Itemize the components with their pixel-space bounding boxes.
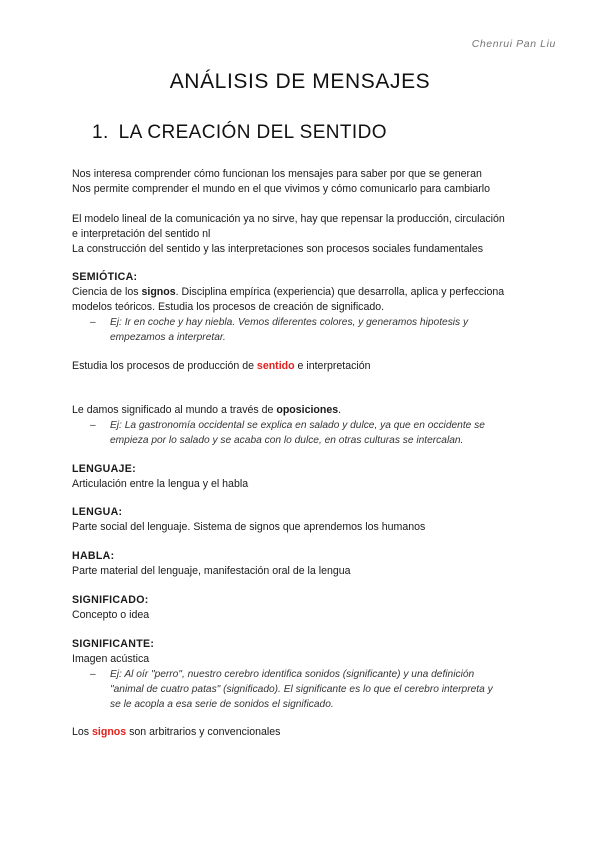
section-title: LA CREACIÓN DEL SENTIDO xyxy=(118,122,387,143)
significante-text: Imagen acústica xyxy=(72,653,150,665)
oposiciones-text: Le damos significado al mundo a través de xyxy=(72,404,277,416)
example-line: empieza por lo salado y se acaba con lo dulce, en otras culturas se intercalan. xyxy=(110,435,464,446)
signos-text: Los xyxy=(72,726,93,738)
semiotica-definition xyxy=(72,285,542,300)
lenguaje-block xyxy=(72,462,542,492)
bullet-dash: – xyxy=(90,317,96,328)
semiotica-text: . Disciplina empírica (experiencia) que desarrolla, aplica y perfecciona xyxy=(175,286,505,298)
semiotica-text: Ciencia de los xyxy=(72,286,142,298)
model-line: La construcción del sentido y las interpretaciones son procesos sociales fundamentales xyxy=(72,243,484,255)
sentido-highlight: sentido xyxy=(256,360,295,372)
example-line: Ej: Ir en coche y hay niebla. Vemos diferentes colores, y generamos hipotesis y xyxy=(110,317,469,328)
lengua-text: Parte social del lenguaje. Sistema de signos que aprendemos los humanos xyxy=(72,521,426,533)
signos-text: son arbitrarios y convencionales xyxy=(126,726,281,738)
document-title: ANÁLISIS DE MENSAJES xyxy=(169,70,431,93)
semiotica-line2: modelos teóricos. Estudia los procesos de creación de significado. xyxy=(72,301,385,313)
significante-block xyxy=(72,637,542,667)
author-name: Chenrui Pan Liu xyxy=(471,38,556,50)
habla-heading: HABLA: xyxy=(72,550,115,562)
bullet-dash: – xyxy=(90,420,96,431)
intro-line: Nos permite comprender el mundo en el que vivimos y cómo comunicarlo para cambiarlo xyxy=(72,183,491,195)
example-line: empezamos a interpretar. xyxy=(110,332,226,343)
example-line: Ej: Al oír "perro", nuestro cerebro identifica sonidos (significante) y una definición xyxy=(110,669,475,680)
significado-heading: SIGNIFICADO: xyxy=(72,594,149,606)
example-line: se le acopla a esa serie de sonidos el significado. xyxy=(110,699,334,710)
significante-heading: SIGNIFICANTE: xyxy=(72,638,155,650)
example-line: "animal de cuatro patas" (significado). El significante es lo que el cerebro interpreta y xyxy=(110,684,493,695)
signos-paragraph xyxy=(72,725,542,740)
oposiciones-text: . xyxy=(338,404,342,416)
lenguaje-text: Articulación entre la lengua y el habla xyxy=(72,478,249,490)
significado-block xyxy=(72,593,542,623)
significado-text: Concepto o idea xyxy=(72,609,150,621)
sentido-text: Estudia los procesos de producción de xyxy=(72,360,257,372)
intro-paragraph xyxy=(72,167,542,197)
signos-bold: signos xyxy=(141,286,176,298)
model-paragraph xyxy=(72,212,542,257)
habla-text: Parte material del lenguaje, manifestación oral de la lengua xyxy=(72,565,351,577)
example-line: Ej: La gastronomía occidental se explica en salado y dulce, ya que en occidente se xyxy=(110,420,485,431)
sentido-paragraph xyxy=(72,359,542,374)
signos-highlight: signos xyxy=(92,726,127,738)
oposiciones-bold: oposiciones xyxy=(276,404,339,416)
habla-block xyxy=(72,549,542,579)
semiotica-heading: SEMIÓTICA: xyxy=(72,271,138,283)
model-line: El modelo lineal de la comunicación ya no sirve, hay que repensar la producción, circulación xyxy=(72,213,505,225)
bullet-dash: – xyxy=(90,669,96,680)
semiotica-block xyxy=(72,270,542,315)
lengua-block xyxy=(72,505,542,535)
sentido-text: e interpretación xyxy=(294,360,371,372)
lengua-heading: LENGUA: xyxy=(72,506,123,518)
section-number: 1. xyxy=(92,122,109,143)
intro-line: Nos interesa comprender cómo funcionan los mensajes para saber por que se generan xyxy=(72,168,482,180)
model-line: e interpretación del sentido nl xyxy=(72,228,211,240)
lenguaje-heading: LENGUAJE: xyxy=(72,463,136,475)
section-heading xyxy=(92,122,387,144)
oposiciones-paragraph xyxy=(72,403,542,418)
